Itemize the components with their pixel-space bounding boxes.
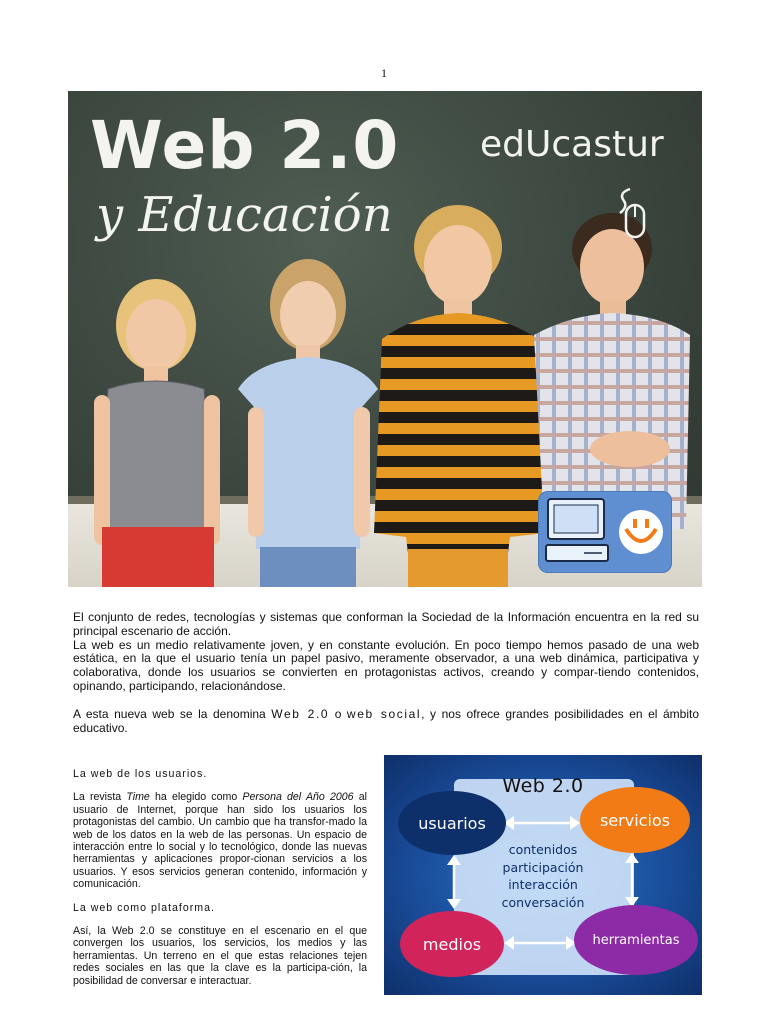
left-column	[73, 768, 367, 998]
computer-icon	[544, 495, 614, 571]
node-servicios: servicios	[580, 787, 690, 853]
page-number: 1	[381, 66, 387, 80]
center-word: contenidos	[508, 842, 578, 857]
hero-image	[68, 91, 702, 587]
intro-paragraph-1: El conjunto de redes, tecnologías y sistemas que conforman la Sociedad de la Información encuentra en la red su principal escenario de acción.	[73, 610, 699, 638]
center-word: participación	[502, 859, 584, 875]
center-word: interacción	[508, 877, 578, 892]
mouse-icon	[616, 187, 646, 239]
arrow-servicios-herramientas	[624, 853, 640, 907]
term-web-social: web social	[346, 706, 422, 721]
term-web-2-0: Web 2.0	[271, 706, 330, 721]
intro-paragraph-3: A esta nueva web se la denomina Web 2.0 o web social, y nos ofrece grandes posibilidades en el ámbito educativo.	[73, 706, 700, 735]
hero-subtitle: y Educación	[96, 187, 393, 243]
kid-1	[86, 277, 236, 587]
intro-text	[73, 611, 699, 735]
educastur-logo: edUcastur	[480, 124, 664, 165]
node-medios: medios	[400, 911, 504, 977]
node-usuarios: usuarios	[398, 791, 506, 855]
arrow-medios-herramientas	[504, 935, 576, 951]
computer-badge	[538, 491, 672, 573]
section-heading-usuarios: La web de los usuarios.	[73, 768, 208, 780]
column-paragraph-1: La revista Time ha elegido como Persona del Año 2006 al usuario de Internet, porque han sido los usuarios los protagonistas del cambio. Un cambio que ha transfor-mado la web de los datos en la web de las personas. Un espacio de interacción entre lo social y lo tecnológico, donde las nuevas herramientas y aplicaciones propor-cionan servicios a los usuarios. Y esos servicios generan contenido, información y comunicación.	[73, 791, 367, 891]
arrow-usuarios-medios	[446, 855, 462, 909]
smiley-icon	[616, 507, 666, 557]
hero-title: Web 2.0	[90, 107, 400, 184]
web20-diagram	[384, 755, 702, 995]
diagram-center-words	[468, 841, 618, 911]
kid-2	[226, 257, 386, 587]
node-herramientas: herramientas	[574, 905, 698, 975]
center-word: conversación	[501, 894, 585, 910]
diagram-title: Web 2.0	[502, 775, 584, 797]
section-heading-plataforma: La web como plataforma.	[73, 901, 215, 914]
arrow-usuarios-servicios	[504, 815, 580, 831]
intro-paragraph-2: La web es un medio relativamente joven, y en constante evolución. En poco tiempo hemos pasado de una web estática, en la que el usuario tenía un papel pasivo, meramente observador, a una web dinámica, participativa y colaborativa, donde los usuarios se convierten en protagonistas activos, creando y compar-tiendo contenidos, opinando, participando, relacionándose.	[73, 637, 699, 693]
column-paragraph-2: Así, la Web 2.0 se constituye en el escenario en el que convergen los usuarios, los servicios, los medios y las herramientas. Un terreno en el que estas relaciones tejen redes sociales en las que la clave es la participa-ción, la posibilidad de conversar e interactuar.	[73, 925, 367, 987]
